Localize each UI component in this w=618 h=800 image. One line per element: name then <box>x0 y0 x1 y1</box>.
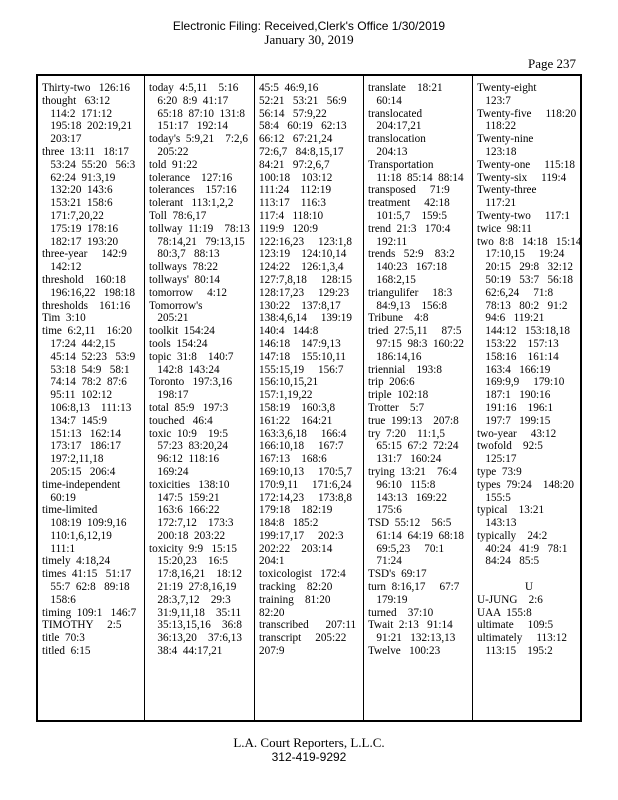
index-entry-line: 62:24 91:3,19 <box>42 171 116 184</box>
index-entry-line: typically 24:2 <box>477 529 548 542</box>
index-entry-line: 113:15 195:2 <box>477 645 553 658</box>
index-entry-line: 45:14 52:23 53:9 <box>42 350 136 363</box>
index-entry-line: Twenty-one 115:18 <box>477 158 575 171</box>
index-entry-line: 38:4 44:17,21 <box>149 645 223 658</box>
index-entry-line: 179:19 <box>368 593 408 606</box>
index-entry-line: 36:13,20 37:6,13 <box>149 632 242 645</box>
index-entry-line: Twenty-eight <box>477 82 537 94</box>
index-entry-line: 207:9 <box>259 645 285 658</box>
index-entry-line: 153:22 157:13 <box>477 337 559 350</box>
index-entry-line: 17:8,16,21 18:12 <box>149 568 242 581</box>
index-entry-line: twice 98:11 <box>477 222 532 235</box>
index-entry-line: Twelve 100:23 <box>368 645 441 658</box>
index-entry-line: 60:14 <box>368 94 402 107</box>
index-entry-line: 96:10 115:8 <box>368 478 436 491</box>
index-entry-line: 163:3,6,18 166:4 <box>259 427 347 440</box>
index-column-5 <box>477 82 581 718</box>
index-entry-line: U-JUNG 2:6 <box>477 593 543 606</box>
index-entry-line: 57:23 83:20,24 <box>149 440 228 453</box>
index-entry-line: try 7:20 11:1,5 <box>368 427 445 440</box>
index-entry-line: today's 5:9,21 7:2,6 <box>149 133 248 146</box>
index-entry-line: 205:22 <box>149 145 189 158</box>
index-entry-line: turn 8:16,17 67:7 <box>368 581 460 594</box>
index-entry-line: 74:14 78:2 87:6 <box>42 376 127 389</box>
index-entry-line: type 73:9 <box>477 465 522 478</box>
index-entry-line: 138:4,6,14 139:19 <box>259 312 352 325</box>
index-entry-line: 84:21 97:2,6,7 <box>259 158 330 171</box>
index-entry-line: 155:15,19 156:7 <box>259 363 344 376</box>
index-entry-line: 182:17 193:20 <box>42 235 119 248</box>
index-entry-line: toolkit 154:24 <box>149 325 215 338</box>
index-entry-line: 202:22 203:14 <box>259 542 333 555</box>
index-entry-line: 163:6 166:22 <box>149 504 220 517</box>
index-column-1 <box>42 82 142 718</box>
index-entry-line: time 6:2,11 16:20 <box>42 325 133 338</box>
index-entry-line: 91:21 132:13,13 <box>368 632 456 645</box>
index-entry-line: Twait 2:13 91:14 <box>368 619 453 632</box>
index-entry-line: 61:14 64:19 68:18 <box>368 529 465 542</box>
index-column-4 <box>368 82 471 718</box>
index-entry-line: typical 13:21 <box>477 504 545 517</box>
index-entry-line: 158:6 <box>42 593 76 606</box>
index-entry-line: 166:10,18 167:7 <box>259 440 344 453</box>
index-entry-line: titled 6:15 <box>42 645 91 658</box>
index-entry-line: 17:24 44:2,15 <box>42 337 116 350</box>
index-entry-line: 147:5 159:21 <box>149 491 220 504</box>
index-entry-line: 132:20 143:6 <box>42 184 113 197</box>
index-entry-line: 118:22 <box>477 120 517 133</box>
index-entry-line: 153:21 158:6 <box>42 197 113 210</box>
index-entry-line: translocated <box>368 107 423 120</box>
index-entry-line: 31:9,11,18 35:11 <box>149 606 242 619</box>
index-entry-line: 142:12 <box>42 261 82 274</box>
index-entry-line: training 81:20 <box>259 593 331 606</box>
index-entry-line: 114:2 171:12 <box>42 107 113 120</box>
index-entry-line: Twenty-nine <box>477 133 534 146</box>
index-entry-line: 171:7,20,22 <box>42 209 104 222</box>
index-entry-line: 203:17 <box>42 133 82 146</box>
index-entry-line: 65:18 87:10 131:8 <box>149 107 246 120</box>
index-entry-line: 117:21 <box>477 197 517 210</box>
index-entry-line: triennial 193:8 <box>368 363 442 376</box>
index-entry-line: 186:14,16 <box>368 350 422 363</box>
index-entry-line: twofold 92:5 <box>477 440 543 453</box>
index-entry-line: trip 206:6 <box>368 376 415 389</box>
index-entry-line: tollways 78:22 <box>149 261 218 274</box>
reporter-name: L.A. Court Reporters, L.L.C. <box>233 735 385 750</box>
index-entry-line: 119:9 120:9 <box>259 222 318 235</box>
index-entry-line: transposed 71:9 <box>368 184 450 197</box>
index-entry-line: two-year 43:12 <box>477 427 557 440</box>
index-entry-line: 143:13 <box>477 517 517 530</box>
page-number: Page 237 <box>527 56 576 71</box>
index-entry-line: 192:11 <box>368 235 408 248</box>
index-entry-line: translocation <box>368 133 426 146</box>
index-entry-line: 95:11 102:12 <box>42 389 113 402</box>
index-entry-line: 157:1,19,22 <box>259 389 313 402</box>
index-entry-line: translate 18:21 <box>368 82 443 94</box>
index-entry-line: Tribune 4:8 <box>368 312 429 325</box>
index-entry-line: 172:14,23 173:8,8 <box>259 491 352 504</box>
index-entry-line: toxicity 9:9 15:15 <box>149 542 237 555</box>
index-entry-line: 205:15 206:4 <box>42 465 116 478</box>
index-entry-line: three-year 142:9 <box>42 248 127 261</box>
index-entry-line: three 13:11 18:17 <box>42 145 129 158</box>
index-entry-line: 21:19 27:8,16,19 <box>149 581 237 594</box>
index-entry-line: Tomorrow's <box>149 299 203 312</box>
index-entry-line: 58:4 60:19 62:13 <box>259 120 347 133</box>
index-entry-line: ultimate 109:5 <box>477 619 554 632</box>
index-entry-line: Trotter 5:7 <box>368 401 425 414</box>
index-entry-line: 170:9,11 171:6,24 <box>259 478 352 491</box>
column-divider <box>363 76 364 720</box>
index-entry-line: 127:7,8,18 128:15 <box>259 273 352 286</box>
index-entry-line: 195:18 202:19,21 <box>42 120 133 133</box>
index-entry-line: 175:6 <box>368 504 402 517</box>
index-entry-line: Twenty-six 119:4 <box>477 171 567 184</box>
index-entry-line: 101:5,7 159:5 <box>368 209 447 222</box>
index-entry-line: 143:13 169:22 <box>368 491 447 504</box>
index-entry-line: 97:15 98:3 160:22 <box>368 337 465 350</box>
index-entry-line: 108:19 109:9,16 <box>42 517 127 530</box>
index-entry-line: total 85:9 197:3 <box>149 401 229 414</box>
index-entry-line: 144:12 153:18,18 <box>477 325 570 338</box>
index-entry-line: 167:13 168:6 <box>259 453 327 466</box>
index-letter-heading: U <box>524 581 534 594</box>
index-entry-line: Toll 78:6,17 <box>149 209 207 222</box>
index-entry-line: Toronto 197:3,16 <box>149 376 233 389</box>
index-entry-line: trends 52:9 83:2 <box>368 248 455 261</box>
index-entry-line: 169:24 <box>149 465 189 478</box>
index-entry-line: title 70:3 <box>42 632 85 645</box>
index-entry-line: toxic 10:9 19:5 <box>149 427 228 440</box>
index-entry-line: 56:14 57:9,22 <box>259 107 327 120</box>
index-entry-line: transcript 205:22 <box>259 632 347 645</box>
index-entry-line: 197:7 199:15 <box>477 414 551 427</box>
index-entry-line: 84:9,13 156:8 <box>368 299 447 312</box>
index-entry-line: told 91:22 <box>149 158 198 171</box>
index-entry-line: 158:19 160:3,8 <box>259 401 336 414</box>
index-entry-line: 146:18 147:9,13 <box>259 337 341 350</box>
index-entry-line: 205:21 <box>149 312 189 325</box>
index-entry-line: 123:7 <box>477 94 511 107</box>
index-entry-line: timely 4:18,24 <box>42 555 111 568</box>
index-entry-line: 204:13 <box>368 145 408 158</box>
index-entry-line: threshold 160:18 <box>42 273 126 286</box>
index-entry-line: 111:24 112:19 <box>259 184 332 197</box>
index-entry-line: 197:2,11,18 <box>42 453 104 466</box>
index-entry-line: trying 13:21 76:4 <box>368 465 457 478</box>
index-entry-line: 199:17,17 202:3 <box>259 529 344 542</box>
index-entry-line: ultimately 113:12 <box>477 632 568 645</box>
index-entry-line: tollway 11:19 78:13 <box>149 222 250 235</box>
index-entry-line: time-independent <box>42 478 121 491</box>
index-entry-line: 20:15 29:8 32:12 <box>477 261 574 274</box>
filing-stamp: Electronic Filing: Received,Clerk's Office 1/30/2019 <box>172 19 446 33</box>
index-entry-line: 45:5 46:9,16 <box>259 82 319 94</box>
index-entry-line: 184:8 185:2 <box>259 517 319 530</box>
index-entry-line: Twenty-three <box>477 184 537 197</box>
index-entry-line: 172:7,12 173:3 <box>149 517 234 530</box>
index-entry-line: true 199:13 207:8 <box>368 414 459 427</box>
index-entry-line: tolerance 127:16 <box>149 171 233 184</box>
index-entry-line: 191:16 196:1 <box>477 401 554 414</box>
index-entry-line: toxicities 138:10 <box>149 478 230 491</box>
index-entry-line: 122:16,23 123:1,8 <box>259 235 352 248</box>
index-entry-line: 175:19 178:16 <box>42 222 119 235</box>
index-entry-line: 142:8 143:24 <box>149 363 220 376</box>
index-entry-line: UAA 155:8 <box>477 606 532 619</box>
column-divider <box>254 76 255 720</box>
index-entry-line: 125:17 <box>477 453 517 466</box>
filing-header <box>0 20 618 46</box>
index-entry-line: 100:18 103:12 <box>259 171 333 184</box>
index-entry-line: 131:7 160:24 <box>368 453 442 466</box>
index-entry-line: types 79:24 148:20 <box>477 478 574 491</box>
index-entry-line: two 8:8 14:18 15:14 <box>477 235 581 248</box>
index-entry-line: 117:4 118:10 <box>259 209 324 222</box>
index-entry-line: 158:16 161:14 <box>477 350 559 363</box>
index-entry-line: 78:14,21 79:13,15 <box>149 235 245 248</box>
index-entry-line: triangulifer 18:3 <box>368 286 453 299</box>
index-entry-line: toxicologist 172:4 <box>259 568 346 581</box>
footer <box>0 736 618 764</box>
index-entry-line: 69:5,23 70:1 <box>368 542 445 555</box>
index-entry-line: 17:10,15 19:24 <box>477 248 565 261</box>
index-entry-line: 128:17,23 129:23 <box>259 286 350 299</box>
index-entry-line: 196:16,22 198:18 <box>42 286 135 299</box>
index-entry-line: 55:7 62:8 89:18 <box>42 581 130 594</box>
index-entry-line: 123:18 <box>477 145 517 158</box>
index-entry-line: 65:15 67:2 72:24 <box>368 440 459 453</box>
index-entry-line: 123:19 124:10,14 <box>259 248 347 261</box>
index-entry-line: 71:24 <box>368 555 402 568</box>
index-entry-line: transcribed 207:11 <box>259 619 357 632</box>
index-entry-line: tolerant 113:1,2,2 <box>149 197 234 210</box>
index-entry-line: trend 21:3 170:4 <box>368 222 451 235</box>
index-entry-line: 130:22 137:8,17 <box>259 299 341 312</box>
index-entry-line: treatment 42:18 <box>368 197 450 210</box>
index-entry-line: 72:6,7 84:8,15,17 <box>259 145 344 158</box>
index-entry-line: Thirty-two 126:16 <box>42 82 130 94</box>
index-entry-line: 204:17,21 <box>368 120 422 133</box>
index-entry-line: tried 27:5,11 87:5 <box>368 325 462 338</box>
index-entry-line: 84:24 85:5 <box>477 555 540 568</box>
index-entry-line: 204:1 <box>259 555 285 568</box>
index-entry-line: Twenty-five 118:20 <box>477 107 577 120</box>
index-entry-line: tracking 82:20 <box>259 581 333 594</box>
index-entry-line: 156:10,15,21 <box>259 376 319 389</box>
index-entry-line: 66:12 67:21,24 <box>259 133 333 146</box>
index-entry-line: 124:22 126:1,3,4 <box>259 261 344 274</box>
index-entry-line: 82:20 <box>259 606 285 619</box>
index-entry-line: Twenty-two 117:1 <box>477 209 570 222</box>
index-entry-line: turned 37:10 <box>368 606 434 619</box>
index-entry-line: 163:4 166:19 <box>477 363 551 376</box>
index-entry-line: 147:18 155:10,11 <box>259 350 346 363</box>
index-entry-line: 168:2,15 <box>368 273 416 286</box>
index-entry-line: times 41:15 51:17 <box>42 568 132 581</box>
index-entry-line: 94:6 119:21 <box>477 312 545 325</box>
index-entry-line: 15:20,23 16:5 <box>149 555 228 568</box>
index-entry-line: touched 46:4 <box>149 414 213 427</box>
column-divider <box>472 76 473 720</box>
index-entry-line: TIMOTHY 2:5 <box>42 619 122 632</box>
index-entry-line: 50:19 53:7 56:18 <box>477 273 574 286</box>
index-entry-line: 113:17 116:3 <box>259 197 326 210</box>
index-entry-line: 173:17 186:17 <box>42 440 121 453</box>
index-entry-line: topic 31:8 140:7 <box>149 350 234 363</box>
index-entry-line: 40:24 41:9 78:1 <box>477 542 568 555</box>
index-entry-line: triple 102:18 <box>368 389 429 402</box>
index-entry-line: tools 154:24 <box>149 337 208 350</box>
index-entry-line <box>477 568 581 581</box>
index-entry-line: 169:9,9 179:10 <box>477 376 565 389</box>
index-entry-line: 28:3,7,12 29:3 <box>149 593 231 606</box>
index-entry-line: thresholds 161:16 <box>42 299 131 312</box>
filing-date: January 30, 2019 <box>264 32 354 47</box>
index-entry-line: 11:18 85:14 88:14 <box>368 171 464 184</box>
index-entry-line: 53:18 54:9 58:1 <box>42 363 130 376</box>
index-entry-line: 187:1 190:16 <box>477 389 551 402</box>
index-entry-line: 35:13,15,16 36:8 <box>149 619 242 632</box>
index-entry-line: 62:6,24 71:8 <box>477 286 554 299</box>
index-entry-line: thought 63:12 <box>42 94 111 107</box>
index-entry-line: 179:18 182:19 <box>259 504 333 517</box>
index-entry-line: 155:5 <box>477 491 511 504</box>
index-entry-line: 80:3,7 88:13 <box>149 248 220 261</box>
index-entry-line: 6:20 8:9 41:17 <box>149 94 229 107</box>
index-entry-line: tolerances 157:16 <box>149 184 237 197</box>
index-entry-line: TSD 55:12 56:5 <box>368 517 452 530</box>
index-entry-line: tollways' 80:14 <box>149 273 221 286</box>
index-column-2 <box>149 82 253 718</box>
index-entry-line: 111:1 <box>42 542 76 555</box>
index-entry-line: 140:23 167:18 <box>368 261 447 274</box>
index-entry-line: today 4:5,11 5:16 <box>149 82 239 94</box>
index-entry-line: 169:10,13 170:5,7 <box>259 465 352 478</box>
index-entry-line: 106:8,13 111:13 <box>42 401 132 414</box>
index-entry-line: Tim 3:10 <box>42 312 86 325</box>
index-column-3 <box>259 82 362 718</box>
index-entry-line: 161:22 164:21 <box>259 414 333 427</box>
index-entry-line: 200:18 203:22 <box>149 529 226 542</box>
index-entry-line: 134:7 145:9 <box>42 414 107 427</box>
index-entry-line: 151:13 162:14 <box>42 427 121 440</box>
index-entry-line: time-limited <box>42 504 98 517</box>
reporter-phone: 312-419-9292 <box>271 750 347 764</box>
index-entry-line: 78:13 80:2 91:2 <box>477 299 568 312</box>
index-entry-line: 140:4 144:8 <box>259 325 319 338</box>
index-entry-line: 60:19 <box>42 491 76 504</box>
index-entry-line: tomorrow 4:12 <box>149 286 227 299</box>
index-entry-line: 96:12 118:16 <box>149 453 220 466</box>
index-entry-line: Transportation <box>368 158 434 171</box>
index-entry-line: 151:17 192:14 <box>149 120 228 133</box>
index-entry-line: TSD's 69:17 <box>368 568 427 581</box>
index-entry-line: 110:1,6,12,19 <box>42 529 112 542</box>
index-entry-line: 52:21 53:21 56:9 <box>259 94 347 107</box>
index-box <box>36 74 582 722</box>
index-entry-line: 53:24 55:20 56:3 <box>42 158 136 171</box>
index-entry-line: timing 109:1 146:7 <box>42 606 137 619</box>
index-entry-line: 198:17 <box>149 389 189 402</box>
column-divider <box>144 76 145 720</box>
